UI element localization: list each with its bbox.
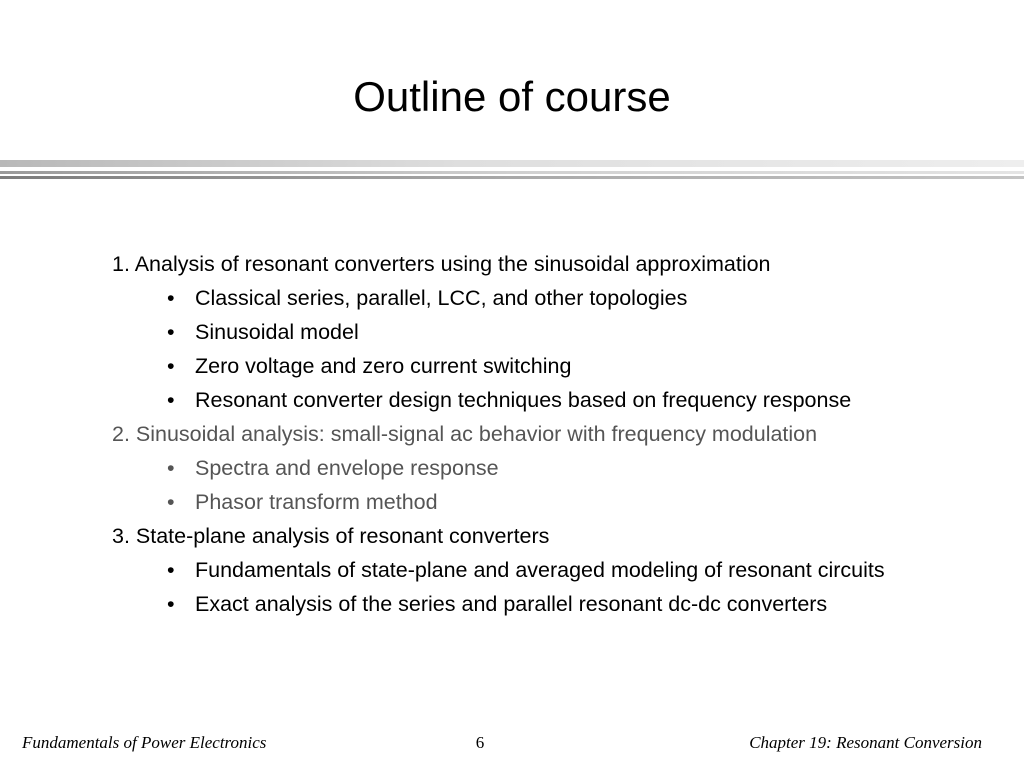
list-item: [112, 386, 912, 414]
list-item-text: Spectra and envelope response: [195, 456, 499, 480]
footer-book-title: Fundamentals of Power Electronics: [22, 733, 267, 752]
outline-section-1: [112, 250, 912, 414]
title-divider-line: [0, 176, 1024, 179]
footer-chapter-title: Chapter 19: Resonant Conversion: [749, 733, 982, 752]
list-item-text: Sinusoidal model: [195, 320, 359, 344]
bullet-icon: •: [167, 320, 175, 344]
section-heading: 2. Sinusoidal analysis: small-signal ac behavior with frequency modulation: [112, 422, 818, 446]
section-items: [112, 454, 912, 516]
bullet-icon: •: [167, 388, 175, 412]
list-item: [112, 590, 912, 618]
list-item: [112, 454, 912, 482]
list-item-text: Phasor transform method: [195, 490, 438, 514]
list-item: [112, 556, 912, 584]
outline-section-3: [112, 522, 912, 618]
list-item-text: Fundamentals of state-plane and averaged modeling of resonant circuits: [195, 558, 885, 582]
footer-page-number: 6: [475, 733, 485, 752]
list-item-text: Classical series, parallel, LCC, and other topologies: [195, 286, 688, 310]
bullet-icon: •: [167, 592, 175, 616]
section-heading: 1. Analysis of resonant converters using the sinusoidal approximation: [112, 252, 771, 276]
outline-section-2: [112, 420, 912, 516]
section-items: [112, 284, 912, 414]
title-divider-line: [0, 160, 1024, 167]
list-item: [112, 352, 912, 380]
list-item: [112, 318, 912, 346]
list-item-text: Zero voltage and zero current switching: [195, 354, 572, 378]
bullet-icon: •: [167, 354, 175, 378]
bullet-icon: •: [167, 490, 175, 514]
slide-title: Outline of course: [353, 73, 671, 120]
list-item: [112, 284, 912, 312]
list-item: [112, 488, 912, 516]
section-items: [112, 556, 912, 618]
bullet-icon: •: [167, 558, 175, 582]
title-divider-line: [0, 171, 1024, 174]
bullet-icon: •: [167, 286, 175, 310]
bullet-icon: •: [167, 456, 175, 480]
course-outline: [112, 250, 912, 624]
section-heading: 3. State-plane analysis of resonant converters: [112, 524, 550, 548]
list-item-text: Resonant converter design techniques based on frequency response: [195, 388, 852, 412]
list-item-text: Exact analysis of the series and parallel resonant dc-dc converters: [195, 592, 828, 616]
